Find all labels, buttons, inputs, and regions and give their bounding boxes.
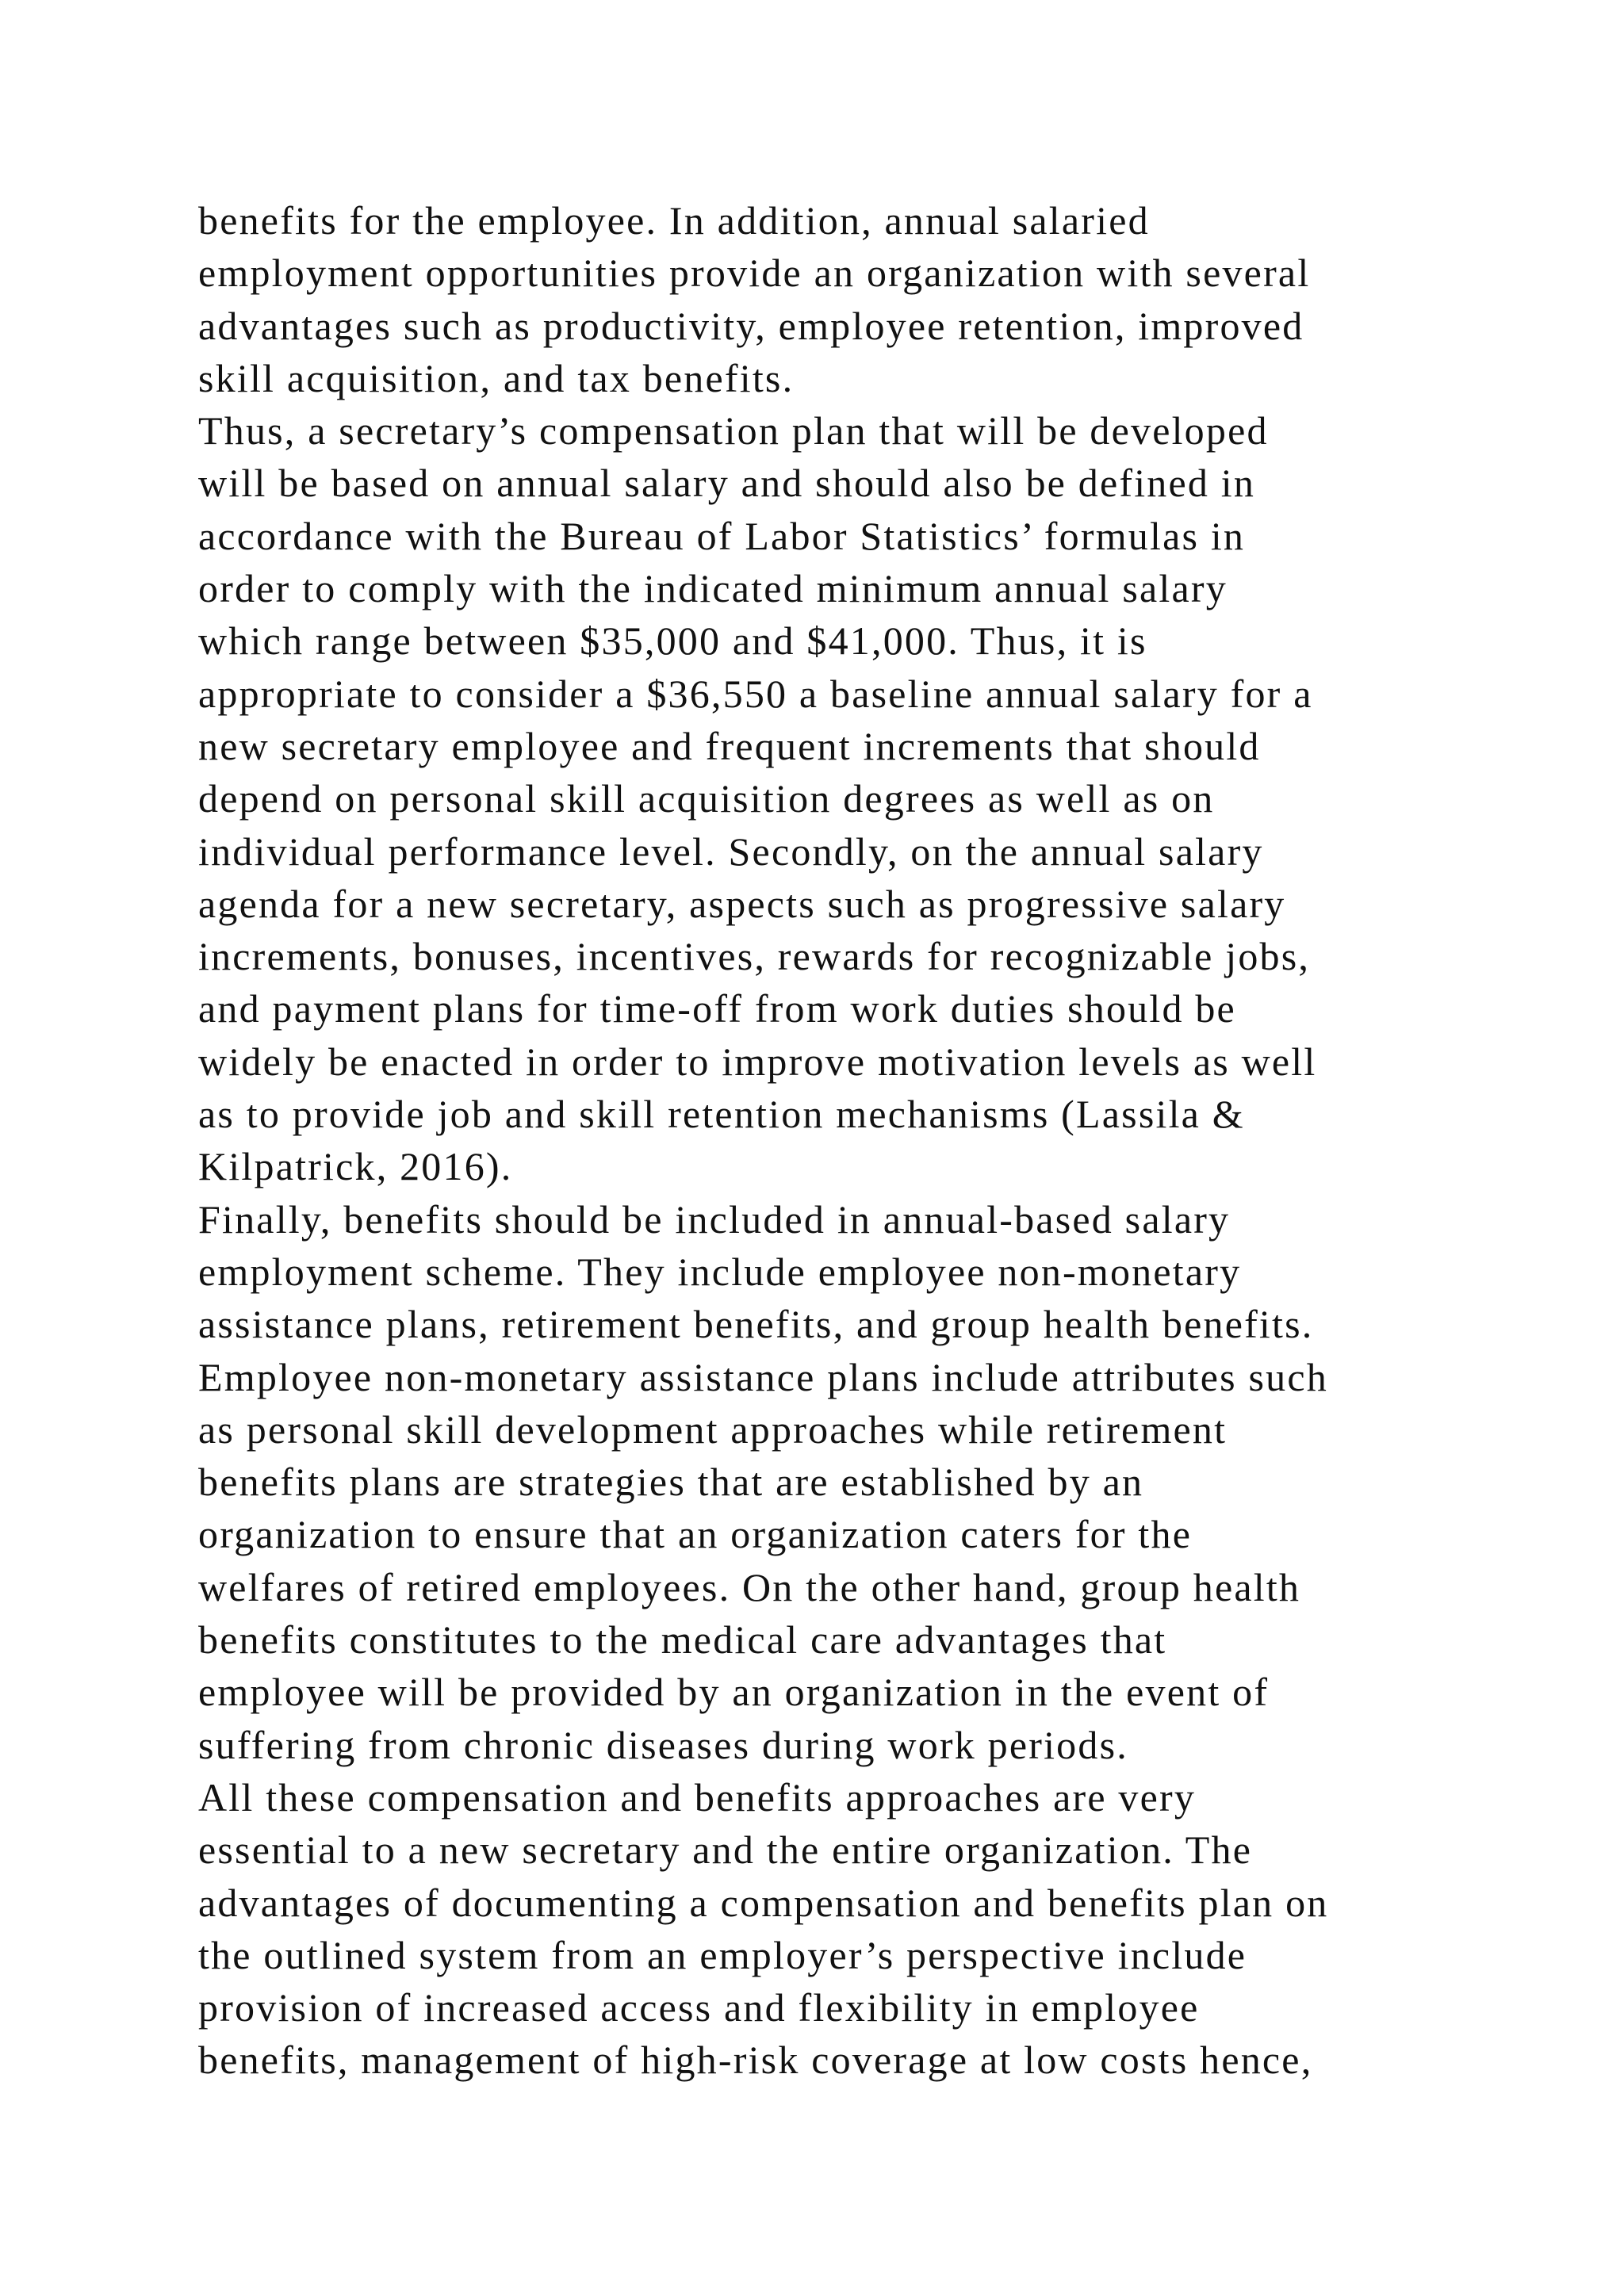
text-line: the outlined system from an employer’s perspective include bbox=[198, 1932, 1247, 1977]
text-line: Finally, benefits should be included in annual-based salary bbox=[198, 1196, 1231, 1242]
text-line: assistance plans, retirement benefits, and group health benefits. bbox=[198, 1302, 1314, 1347]
text-line: employee will be provided by an organization in the event of bbox=[198, 1670, 1270, 1715]
text-line: accordance with the Bureau of Labor Statistics’ formulas in bbox=[198, 513, 1246, 558]
text-line: will be based on annual salary and should also be defined in bbox=[198, 461, 1256, 506]
text-line: agenda for a new secretary, aspects such as progressive salary bbox=[198, 881, 1286, 926]
text-line: as to provide job and skill retention mechanisms (Lassila & bbox=[198, 1092, 1245, 1137]
body-text bbox=[198, 194, 1515, 2087]
text-line: benefits for the employee. In addition, annual salaried bbox=[198, 198, 1150, 243]
text-line: and payment plans for time-off from work duties should be bbox=[198, 986, 1236, 1031]
text-line: organization to ensure that an organization caters for the bbox=[198, 1512, 1193, 1557]
text-line: increments, bonuses, incentives, rewards for recognizable jobs, bbox=[198, 934, 1311, 979]
text-line: welfares of retired employees. On the other hand, group health bbox=[198, 1564, 1301, 1609]
text-line: advantages of documenting a compensation and benefits plan on bbox=[198, 1880, 1329, 1925]
text-line: Kilpatrick, 2016). bbox=[198, 1144, 513, 1189]
text-line: as personal skill development approaches while retirement bbox=[198, 1406, 1228, 1452]
text-line: skill acquisition, and tax benefits. bbox=[198, 355, 795, 400]
text-line: provision of increased access and flexibility in employee bbox=[198, 1985, 1200, 2030]
text-line: Thus, a secretary’s compensation plan that will be developed bbox=[198, 408, 1269, 453]
text-line: new secretary employee and frequent increments that should bbox=[198, 723, 1261, 768]
text-line: benefits constitutes to the medical care advantages that bbox=[198, 1617, 1167, 1663]
text-line: order to comply with the indicated minimum annual salary bbox=[198, 566, 1228, 611]
text-line: employment opportunities provide an organization with several bbox=[198, 251, 1311, 296]
text-line: which range between $35,000 and $41,000. Thus, it is bbox=[198, 618, 1147, 664]
text-line: essential to a new secretary and the entire organization. The bbox=[198, 1827, 1253, 1873]
text-line: benefits plans are strategies that are established by an bbox=[198, 1460, 1144, 1505]
text-line: depend on personal skill acquisition degrees as well as on bbox=[198, 776, 1215, 821]
text-line: benefits, management of high-risk coverage at low costs hence, bbox=[198, 2038, 1313, 2083]
text-line: individual performance level. Secondly, on the annual salary bbox=[198, 828, 1264, 874]
text-line: Employee non-monetary assistance plans include attributes such bbox=[198, 1354, 1328, 1399]
text-line: widely be enacted in order to improve motivation levels as well bbox=[198, 1039, 1317, 1084]
text-line: advantages such as productivity, employee retention, improved bbox=[198, 303, 1304, 348]
text-line: appropriate to consider a $36,550 a baseline annual salary for a bbox=[198, 671, 1313, 716]
text-line: All these compensation and benefits approaches are very bbox=[198, 1774, 1197, 1820]
text-line: suffering from chronic diseases during work periods. bbox=[198, 1722, 1128, 1767]
text-line: employment scheme. They include employee non-monetary bbox=[198, 1249, 1242, 1294]
